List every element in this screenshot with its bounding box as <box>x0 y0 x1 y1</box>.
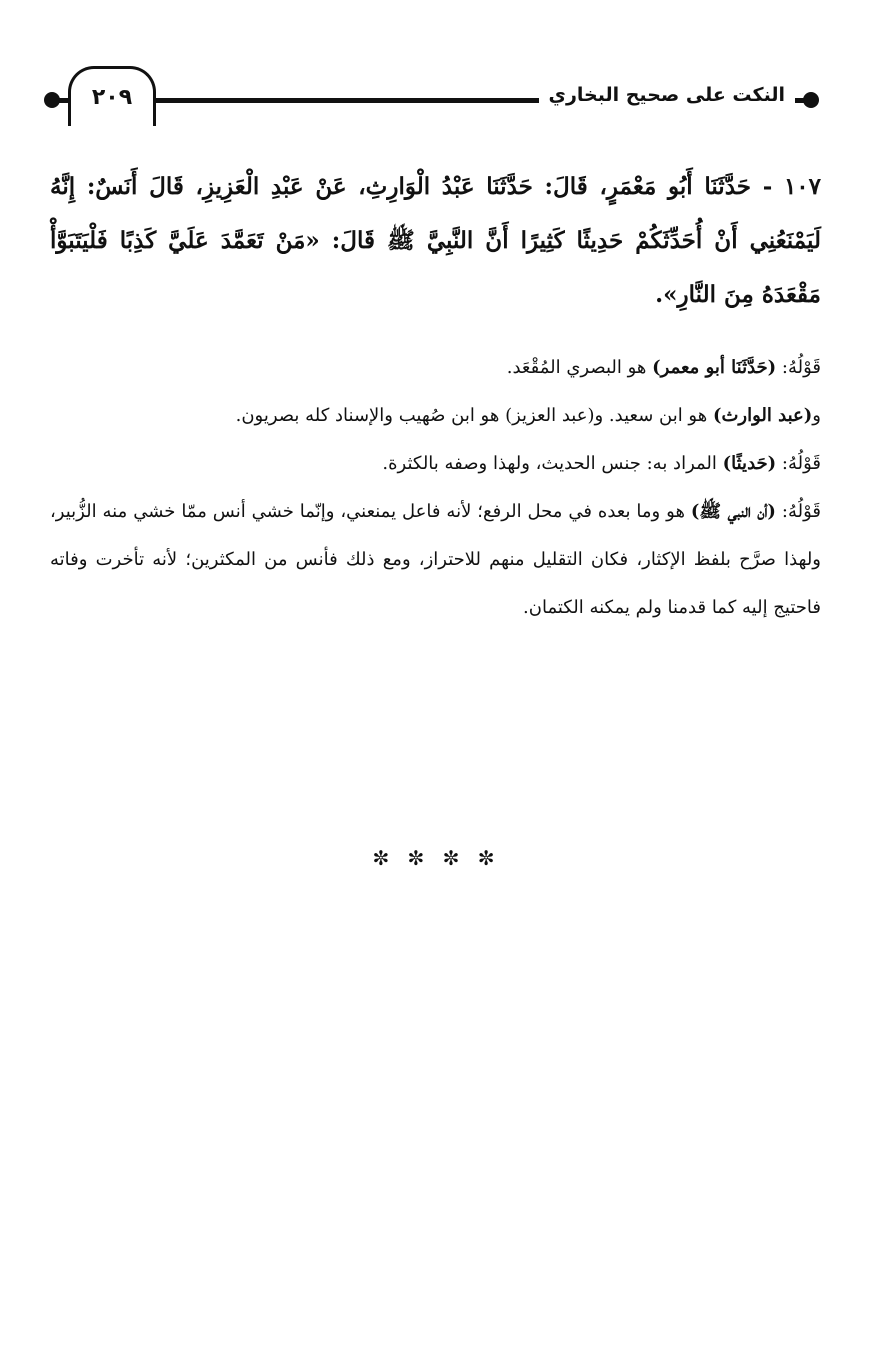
note-term: (أن النبي ﷺ) <box>690 501 776 522</box>
section-separator: ✼ ✼ ✼ ✼ <box>372 846 501 870</box>
note-lead: و <box>812 405 821 426</box>
note-text: هو وما بعده في محل الرفع؛ لأنه فاعل يمنعني، وإنّما خشي أنس ممّا خشي منه الزُّبير، ولهذا صرَّح بلفظ الإكثار، فكان التقليل منهم للاحتراز، ومع ذلك فأنس من المكثرين؛ لأنه تأخرت وفاته فاحتيج إليه كما قدمنا ولم يمكنه الكتمان. <box>50 501 821 618</box>
right-ornament-dot <box>803 92 819 108</box>
note-term: (عبد الوارث) <box>712 405 813 426</box>
page-number: ٢٠٩ <box>68 66 156 126</box>
commentary-note-1 <box>50 344 821 392</box>
note-text: المراد به: جنس الحديث، ولهذا وصفه بالكثرة. <box>382 453 723 474</box>
page-body <box>50 160 821 632</box>
left-ornament-dot <box>44 92 60 108</box>
note-text: هو البصري المُقْعَد. <box>506 357 653 378</box>
note-term: (حَديثًا) <box>722 453 777 474</box>
running-title: النكت على صحيح البخاري <box>539 84 795 106</box>
commentary-note-4 <box>50 488 821 632</box>
note-lead: قَوْلُهُ: <box>776 357 821 378</box>
hadith-number: ١٠٧ - <box>762 173 821 200</box>
commentary-note-2 <box>50 392 821 440</box>
commentary-note-3 <box>50 440 821 488</box>
note-lead: قَوْلُهُ: <box>775 501 821 522</box>
hadith-text: حَدَّثَنَا أَبُو مَعْمَرٍ، قَالَ: حَدَّثَنَا عَبْدُ الْوَارِثِ، عَنْ عَبْدِ الْعَزِيزِ، قَالَ أَنَسٌ: إِنَّهُ لَيَمْنَعُنِي أَنْ أُحَدِّثَكُمْ حَدِيثًا كَثِيرًا أَنَّ النَّبِيَّ ﷺ قَالَ: «مَنْ تَعَمَّدَ عَلَيَّ كَذِبًا فَلْيَتَبَوَّأْ مَقْعَدَهُ مِنَ النَّارِ». <box>50 173 821 308</box>
note-text: هو ابن سعيد. و(عبد العزيز) هو ابن صُهيب والإسناد كله بصريون. <box>235 405 713 426</box>
note-lead: قَوْلُهُ: <box>776 453 821 474</box>
note-term: (حَدَّثَنَا أبو معمر) <box>652 357 777 378</box>
hadith-paragraph <box>50 160 821 322</box>
